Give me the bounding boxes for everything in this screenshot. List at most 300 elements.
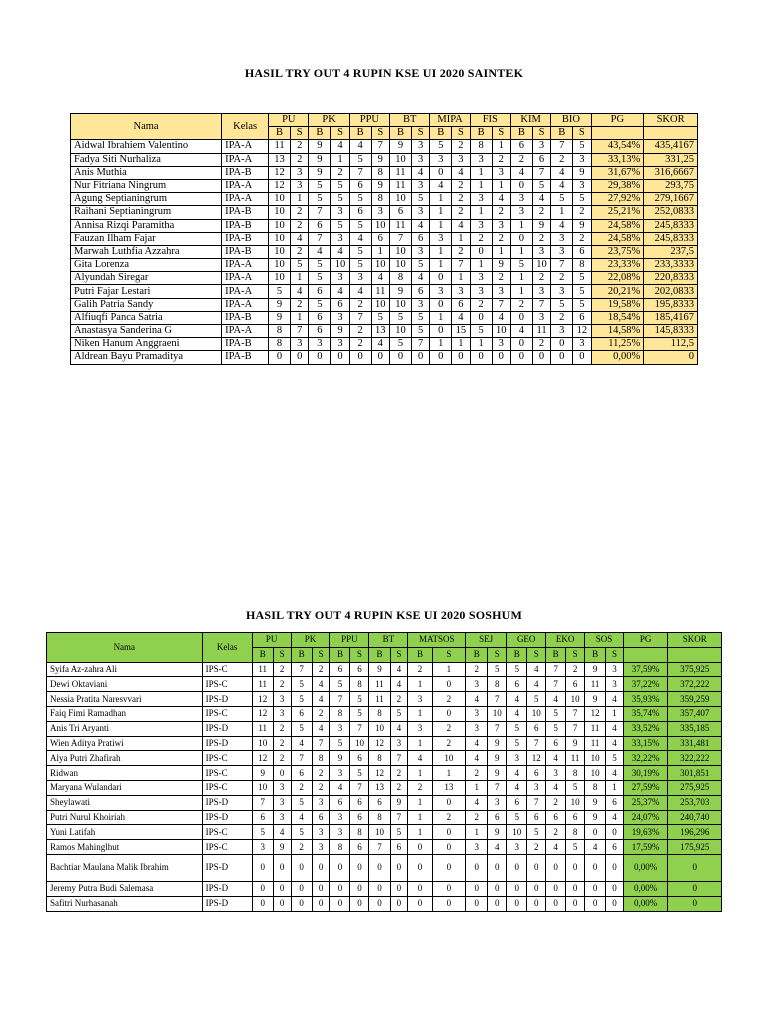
cell-value: 0	[606, 825, 624, 840]
cell-value: 1	[606, 780, 624, 795]
cell-value: 2	[492, 206, 510, 219]
cell-value: 5	[371, 311, 389, 324]
table-row	[47, 706, 722, 721]
table-row	[71, 179, 698, 192]
cell-value: 8	[369, 751, 390, 766]
cell-value: 3	[492, 219, 510, 232]
cell-value: 2	[432, 810, 465, 825]
cell-pg: 23,33%	[591, 259, 644, 272]
header-s: S	[290, 127, 308, 140]
cell-value: 10	[488, 706, 507, 721]
cell-value: 7	[546, 662, 566, 677]
cell-value: 4	[291, 810, 312, 825]
cell-value: 0	[430, 272, 452, 285]
table-row	[71, 140, 698, 153]
cell-value: 6	[349, 206, 371, 219]
cell-kelas: IPA-B	[222, 338, 269, 351]
table-row	[47, 766, 722, 781]
cell-value: 3	[312, 825, 330, 840]
cell-value: 6	[291, 766, 312, 781]
cell-value: 8	[390, 272, 412, 285]
cell-value: 1	[470, 206, 492, 219]
cell-nama: Niken Hanum Anggraeni	[71, 338, 222, 351]
cell-value: 0	[252, 854, 273, 881]
cell-value: 5	[573, 298, 591, 311]
cell-pg: 24,58%	[591, 232, 644, 245]
header-subject: PPU	[330, 633, 369, 648]
cell-value: 7	[546, 677, 566, 692]
cell-nama: Nur Fitriana Ningrum	[71, 179, 222, 192]
cell-value: 1	[452, 272, 470, 285]
cell-skor: 375,925	[668, 662, 722, 677]
cell-value: 0	[350, 881, 369, 896]
cell-value: 0	[606, 881, 624, 896]
cell-value: 5	[309, 179, 331, 192]
cell-value: 3	[331, 272, 349, 285]
table-row	[71, 232, 698, 245]
cell-value: 4	[411, 166, 429, 179]
header-subject: BT	[390, 114, 430, 127]
cell-value: 0	[408, 881, 432, 896]
cell-value: 0	[252, 896, 273, 911]
header-pg-blank	[591, 127, 644, 140]
cell-value: 3	[466, 721, 488, 736]
cell-value: 0	[291, 881, 312, 896]
cell-value: 1	[430, 245, 452, 258]
cell-value: 1	[492, 179, 510, 192]
cell-value: 4	[546, 780, 566, 795]
cell-value: 9	[585, 795, 606, 810]
cell-value: 2	[566, 662, 585, 677]
cell-value: 2	[349, 338, 371, 351]
cell-value: 8	[369, 706, 390, 721]
header-s: S	[432, 647, 465, 662]
cell-value: 0	[546, 854, 566, 881]
cell-value: 0	[432, 795, 465, 810]
cell-value: 2	[312, 766, 330, 781]
cell-value: 6	[566, 677, 585, 692]
cell-value: 4	[532, 193, 550, 206]
cell-value: 3	[273, 692, 291, 707]
cell-value: 2	[273, 677, 291, 692]
cell-value: 3	[470, 153, 492, 166]
cell-value: 6	[546, 810, 566, 825]
cell-value: 5	[546, 706, 566, 721]
cell-value: 1	[551, 206, 573, 219]
cell-value: 4	[466, 692, 488, 707]
table-row	[47, 692, 722, 707]
cell-value: 0	[408, 854, 432, 881]
cell-value: 11	[585, 721, 606, 736]
table-row	[47, 881, 722, 896]
header-b: B	[551, 127, 573, 140]
cell-nama: Marwah Luthfia Azzahra	[71, 245, 222, 258]
cell-value: 3	[492, 338, 510, 351]
cell-value: 8	[269, 338, 291, 351]
cell-pg: 32,22%	[623, 751, 667, 766]
header-subject: PK	[291, 633, 330, 648]
cell-pg: 29,38%	[591, 179, 644, 192]
cell-value: 2	[470, 232, 492, 245]
cell-skor: 331,25	[644, 153, 698, 166]
header-subject: SOS	[585, 633, 624, 648]
header-s: S	[573, 127, 591, 140]
cell-kelas: IPS-C	[202, 766, 252, 781]
header-nama: Nama	[71, 114, 222, 140]
cell-value: 5	[331, 193, 349, 206]
cell-value: 4	[546, 692, 566, 707]
cell-pg: 24,07%	[623, 810, 667, 825]
cell-value: 7	[350, 721, 369, 736]
cell-value: 9	[585, 662, 606, 677]
cell-value: 4	[430, 179, 452, 192]
cell-value: 0	[309, 351, 331, 364]
cell-value: 9	[390, 795, 408, 810]
cell-value: 10	[269, 232, 291, 245]
cell-value: 3	[252, 840, 273, 855]
cell-value: 11	[566, 751, 585, 766]
cell-value: 3	[488, 795, 507, 810]
cell-value: 7	[488, 780, 507, 795]
cell-value: 2	[546, 825, 566, 840]
cell-value: 6	[371, 232, 389, 245]
cell-value: 10	[585, 751, 606, 766]
cell-value: 0	[551, 351, 573, 364]
cell-value: 3	[290, 179, 308, 192]
cell-value: 3	[470, 219, 492, 232]
table-row	[47, 780, 722, 795]
cell-skor: 279,1667	[644, 193, 698, 206]
table-row	[47, 810, 722, 825]
header-s: S	[566, 647, 585, 662]
header-subject: PPU	[349, 114, 389, 127]
cell-value: 1	[606, 706, 624, 721]
cell-skor: 372,222	[668, 677, 722, 692]
cell-value: 6	[309, 311, 331, 324]
cell-value: 2	[390, 692, 408, 707]
cell-value: 2	[312, 662, 330, 677]
cell-value: 12	[369, 766, 390, 781]
cell-value: 10	[331, 259, 349, 272]
header-skor: SKOR	[668, 633, 722, 648]
cell-value: 0	[510, 179, 532, 192]
cell-value: 3	[573, 153, 591, 166]
cell-value: 1	[371, 245, 389, 258]
cell-nama: Jeremy Putra Budi Salemasa	[47, 881, 203, 896]
table-row	[47, 840, 722, 855]
cell-value: 7	[551, 140, 573, 153]
cell-kelas: IPA-A	[222, 179, 269, 192]
table-row	[71, 272, 698, 285]
cell-value: 1	[331, 153, 349, 166]
saintek-table	[70, 113, 698, 365]
cell-nama: Syifa Az-zahra Ali	[47, 662, 203, 677]
cell-value: 4	[551, 219, 573, 232]
cell-nama: Anis Tri Aryanti	[47, 721, 203, 736]
cell-value: 5	[390, 338, 412, 351]
cell-value: 0	[369, 881, 390, 896]
cell-pg: 25,37%	[623, 795, 667, 810]
cell-value: 3	[532, 285, 550, 298]
cell-value: 0	[312, 854, 330, 881]
cell-value: 5	[573, 140, 591, 153]
cell-value: 11	[390, 179, 412, 192]
cell-value: 2	[532, 232, 550, 245]
cell-value: 2	[466, 662, 488, 677]
cell-value: 3	[411, 245, 429, 258]
cell-value: 6	[330, 795, 350, 810]
header-b: B	[269, 127, 291, 140]
cell-value: 1	[290, 311, 308, 324]
cell-value: 9	[309, 166, 331, 179]
cell-value: 8	[312, 751, 330, 766]
cell-kelas: IPA-B	[222, 245, 269, 258]
cell-skor: 331,481	[668, 736, 722, 751]
cell-value: 4	[488, 840, 507, 855]
cell-value: 4	[331, 285, 349, 298]
cell-value: 4	[507, 766, 527, 781]
cell-value: 5	[390, 311, 412, 324]
cell-value: 5	[331, 219, 349, 232]
cell-value: 0	[269, 351, 291, 364]
cell-value: 12	[252, 692, 273, 707]
cell-kelas: IPS-C	[202, 840, 252, 855]
cell-kelas: IPA-A	[222, 272, 269, 285]
saintek-title: HASIL TRY OUT 4 RUPIN KSE UI 2020 SAINTEK	[244, 66, 524, 80]
cell-value: 9	[369, 662, 390, 677]
cell-value: 3	[312, 840, 330, 855]
cell-value: 0	[371, 351, 389, 364]
cell-value: 2	[290, 153, 308, 166]
cell-kelas: IPA-A	[222, 193, 269, 206]
cell-value: 0	[510, 338, 532, 351]
cell-nama: Alfiuqfi Panca Satria	[71, 311, 222, 324]
cell-value: 11	[390, 166, 412, 179]
cell-value: 11	[585, 677, 606, 692]
cell-skor: 252,0833	[644, 206, 698, 219]
table-row	[71, 325, 698, 338]
cell-skor: 240,740	[668, 810, 722, 825]
cell-value: 2	[331, 166, 349, 179]
cell-value: 5	[309, 272, 331, 285]
cell-value: 0	[369, 896, 390, 911]
cell-value: 15	[452, 325, 470, 338]
cell-value: 4	[606, 736, 624, 751]
cell-value: 4	[510, 166, 532, 179]
cell-value: 8	[330, 840, 350, 855]
cell-value: 0	[606, 896, 624, 911]
cell-value: 7	[532, 166, 550, 179]
cell-kelas: IPS-D	[202, 881, 252, 896]
cell-value: 10	[390, 153, 412, 166]
header-subject: EKO	[546, 633, 585, 648]
cell-value: 3	[330, 810, 350, 825]
cell-value: 4	[492, 311, 510, 324]
header-subject: KIM	[510, 114, 550, 127]
header-row	[71, 114, 698, 127]
table-row	[71, 311, 698, 324]
cell-pg: 30,19%	[623, 766, 667, 781]
cell-value: 6	[411, 285, 429, 298]
cell-value: 0	[510, 232, 532, 245]
cell-pg: 27,92%	[591, 193, 644, 206]
cell-value: 9	[492, 259, 510, 272]
cell-value: 2	[546, 795, 566, 810]
soshum-title: HASIL TRY OUT 4 RUPIN KSE UI 2020 SOSHUM	[245, 608, 523, 622]
cell-value: 12	[252, 706, 273, 721]
cell-value: 10	[350, 736, 369, 751]
cell-value: 3	[371, 206, 389, 219]
cell-value: 1	[430, 311, 452, 324]
header-nama: Nama	[47, 633, 203, 663]
cell-value: 2	[273, 736, 291, 751]
cell-value: 9	[269, 298, 291, 311]
cell-value: 5	[551, 298, 573, 311]
cell-skor: 275,925	[668, 780, 722, 795]
cell-value: 3	[492, 166, 510, 179]
header-b: B	[408, 647, 432, 662]
cell-value: 5	[291, 721, 312, 736]
cell-value: 5	[411, 325, 429, 338]
cell-value: 2	[290, 219, 308, 232]
cell-value: 3	[430, 153, 452, 166]
header-b: B	[349, 127, 371, 140]
cell-value: 3	[330, 766, 350, 781]
cell-value: 7	[371, 140, 389, 153]
cell-value: 1	[466, 825, 488, 840]
cell-value: 11	[252, 662, 273, 677]
table-row	[47, 662, 722, 677]
cell-value: 2	[532, 206, 550, 219]
cell-value: 7	[252, 795, 273, 810]
cell-value: 8	[369, 810, 390, 825]
cell-value: 5	[573, 272, 591, 285]
cell-value: 0	[273, 896, 291, 911]
cell-value: 0	[432, 896, 465, 911]
cell-value: 3	[470, 272, 492, 285]
cell-value: 9	[371, 153, 389, 166]
cell-kelas: IPS-C	[202, 751, 252, 766]
cell-nama: Putri Fajar Lestari	[71, 285, 222, 298]
cell-value: 7	[291, 662, 312, 677]
table-row	[47, 677, 722, 692]
cell-value: 9	[309, 140, 331, 153]
cell-value: 4	[390, 662, 408, 677]
header-b: B	[507, 647, 527, 662]
cell-pg: 33,15%	[623, 736, 667, 751]
cell-nama: Bachtiar Maulana Malik Ibrahim	[47, 854, 203, 881]
cell-value: 0	[432, 706, 465, 721]
cell-value: 1	[408, 766, 432, 781]
cell-value: 6	[411, 232, 429, 245]
cell-value: 10	[585, 766, 606, 781]
table-row	[71, 193, 698, 206]
cell-value: 10	[252, 736, 273, 751]
cell-value: 7	[349, 311, 371, 324]
cell-value: 2	[573, 206, 591, 219]
cell-value: 11	[369, 692, 390, 707]
cell-value: 1	[470, 179, 492, 192]
cell-value: 0	[585, 854, 606, 881]
cell-value: 4	[551, 166, 573, 179]
cell-value: 4	[330, 780, 350, 795]
cell-value: 2	[273, 721, 291, 736]
cell-value: 0	[430, 325, 452, 338]
cell-value: 4	[371, 338, 389, 351]
cell-nama: Faiq Fimi Ramadhan	[47, 706, 203, 721]
cell-value: 4	[408, 751, 432, 766]
cell-value: 0	[488, 854, 507, 881]
cell-skor: 202,0833	[644, 285, 698, 298]
cell-value: 0	[430, 351, 452, 364]
cell-value: 3	[532, 140, 550, 153]
cell-value: 0	[312, 881, 330, 896]
cell-value: 13	[432, 780, 465, 795]
cell-value: 13	[371, 325, 389, 338]
cell-value: 6	[390, 206, 412, 219]
cell-value: 0	[252, 881, 273, 896]
header-s: S	[331, 127, 349, 140]
cell-value: 0	[432, 677, 465, 692]
cell-value: 3	[330, 721, 350, 736]
cell-value: 0	[510, 311, 532, 324]
table-row	[71, 219, 698, 232]
cell-value: 10	[369, 721, 390, 736]
cell-value: 3	[411, 140, 429, 153]
cell-value: 1	[430, 193, 452, 206]
cell-value: 0	[349, 351, 371, 364]
cell-pg: 0,00%	[591, 351, 644, 364]
cell-skor: 237,5	[644, 245, 698, 258]
cell-value: 2	[452, 245, 470, 258]
cell-value: 5	[507, 662, 527, 677]
cell-value: 9	[252, 766, 273, 781]
cell-value: 2	[551, 272, 573, 285]
cell-value: 5	[252, 825, 273, 840]
cell-value: 4	[507, 780, 527, 795]
cell-value: 1	[452, 232, 470, 245]
cell-kelas: IPS-C	[202, 662, 252, 677]
cell-value: 0	[470, 351, 492, 364]
cell-value: 1	[408, 795, 432, 810]
cell-value: 0	[350, 896, 369, 911]
cell-value: 3	[551, 245, 573, 258]
cell-nama: Dewi Oktaviani	[47, 677, 203, 692]
header-subject: BT	[369, 633, 408, 648]
header-b: B	[369, 647, 390, 662]
cell-value: 10	[390, 298, 412, 311]
cell-value: 10	[507, 825, 527, 840]
cell-value: 7	[390, 810, 408, 825]
cell-kelas: IPS-D	[202, 736, 252, 751]
cell-value: 10	[390, 325, 412, 338]
table-row	[47, 721, 722, 736]
cell-value: 5	[573, 193, 591, 206]
cell-value: 2	[452, 179, 470, 192]
cell-value: 5	[488, 662, 507, 677]
cell-value: 5	[349, 153, 371, 166]
cell-value: 0	[331, 351, 349, 364]
cell-value: 3	[551, 325, 573, 338]
cell-value: 0	[532, 351, 550, 364]
header-subject: PK	[309, 114, 349, 127]
cell-value: 9	[573, 219, 591, 232]
cell-value: 8	[350, 825, 369, 840]
cell-value: 1	[430, 206, 452, 219]
cell-value: 1	[430, 259, 452, 272]
cell-value: 4	[371, 272, 389, 285]
cell-value: 9	[390, 140, 412, 153]
